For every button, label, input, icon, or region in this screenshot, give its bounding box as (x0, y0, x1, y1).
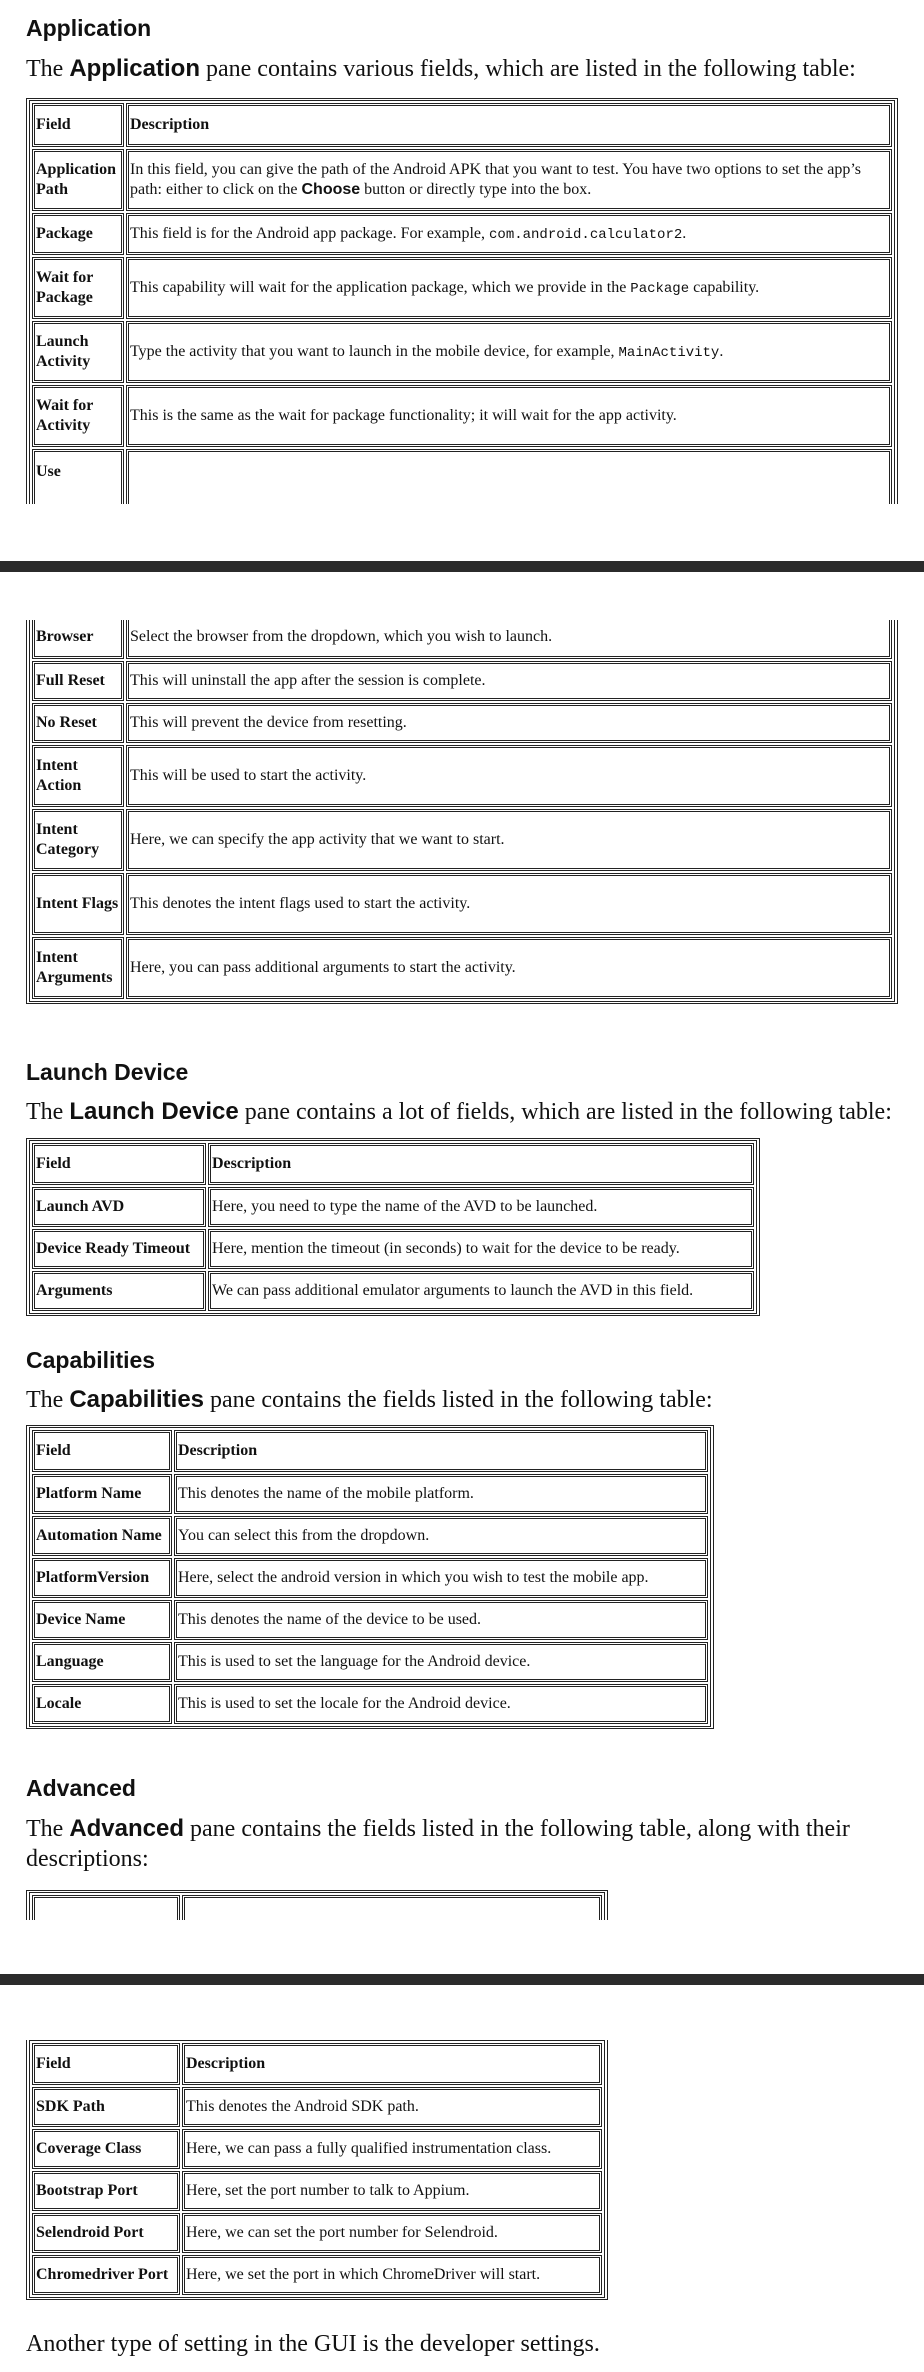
field-cell: Language (32, 1642, 172, 1682)
table-row (32, 385, 892, 447)
field-cell: Use (32, 449, 124, 504)
launch-device-table (26, 1138, 760, 1316)
table-row (32, 1600, 708, 1640)
description-cell: This will be used to start the activity. (126, 745, 892, 807)
application-intro: The Application pane contains various fields, which are listed in the following table: (26, 55, 856, 82)
application-heading: Application (26, 15, 152, 41)
table-row (32, 2213, 602, 2253)
field-cell: Full Reset (32, 661, 124, 701)
table-row (32, 745, 892, 807)
description-cell: Here, you need to type the name of the AVD to be launched. (208, 1187, 754, 1227)
capabilities-heading: Capabilities (26, 1347, 156, 1373)
table-header-field: Field (32, 103, 124, 147)
table-header-row (32, 2043, 602, 2085)
table-header-description: Description (174, 1430, 708, 1472)
description-cell: We can pass additional emulator arguments to launch the AVD in this field. (208, 1271, 754, 1311)
field-cell: Chromedriver Port (32, 2255, 180, 2295)
description-cell: This field is for the Android app package. For example, com.android.calculator2. (126, 213, 892, 255)
description-cell: Here, we can set the port number for Selendroid. (182, 2213, 602, 2253)
field-cell: Intent Action (32, 745, 124, 807)
description-cell: This will prevent the device from resetting. (126, 703, 892, 743)
application-table (26, 98, 898, 504)
table-header-field: Field (32, 1143, 206, 1185)
table-row (32, 2171, 602, 2211)
field-cell: No Reset (32, 703, 124, 743)
description-cell: Here, we can pass a fully qualified instrumentation class. (182, 2129, 602, 2169)
table-header-row (32, 103, 892, 147)
field-cell: Arguments (32, 1271, 206, 1311)
table-row (32, 937, 892, 999)
advanced-table-clip (0, 2040, 924, 2330)
field-cell: Browser (32, 620, 124, 659)
table-row (32, 149, 892, 211)
field-cell: Locale (32, 1684, 172, 1724)
field-cell: Wait for Activity (32, 385, 124, 447)
table-row (32, 809, 892, 871)
table-row (32, 1895, 602, 1920)
table-row (32, 1516, 708, 1556)
field-cell: Selendroid Port (32, 2213, 180, 2253)
application-table-clip (0, 94, 924, 504)
field-cell (32, 1895, 180, 1920)
description-cell: This denotes the Android SDK path. (182, 2087, 602, 2127)
field-cell: Bootstrap Port (32, 2171, 180, 2211)
description-cell (126, 449, 892, 504)
field-cell: Device Ready Timeout (32, 1229, 206, 1269)
table-row (32, 2129, 602, 2169)
table-header-description: Description (126, 103, 892, 147)
application-table-continued (26, 620, 898, 1004)
description-cell: This will uninstall the app after the session is complete. (126, 661, 892, 701)
field-cell: Launch Activity (32, 321, 124, 383)
developer-settings-note: Another type of setting in the GUI is the developer settings. (26, 2331, 600, 2357)
table-header-field: Field (32, 2043, 180, 2085)
field-cell: Intent Arguments (32, 937, 124, 999)
field-cell: Device Name (32, 1600, 172, 1640)
application-table-cont-clip (0, 620, 924, 1046)
page-break-bar (0, 1974, 924, 1985)
advanced-table-top-clip (0, 1884, 924, 1920)
field-cell: Intent Flags (32, 873, 124, 935)
table-row (32, 1474, 708, 1514)
table-row (32, 620, 892, 659)
advanced-table-top (26, 1890, 608, 1920)
advanced-heading: Advanced (26, 1775, 136, 1801)
advanced-intro: The Advanced pane contains the fields listed in the following table, along with their descriptions: (26, 1815, 850, 1872)
description-cell: Here, you can pass additional arguments to start the activity. (126, 937, 892, 999)
table-header-row (32, 1430, 708, 1472)
table-row (32, 1684, 708, 1724)
description-cell: This denotes the name of the device to be used. (174, 1600, 708, 1640)
field-cell: SDK Path (32, 2087, 180, 2127)
table-row (32, 873, 892, 935)
field-cell: Launch AVD (32, 1187, 206, 1227)
field-cell: PlatformVersion (32, 1558, 172, 1598)
page-break-bar (0, 561, 924, 572)
description-cell: This denotes the intent flags used to start the activity. (126, 873, 892, 935)
table-row (32, 1187, 754, 1227)
description-cell: Select the browser from the dropdown, which you wish to launch. (126, 620, 892, 659)
table-row (32, 1642, 708, 1682)
description-cell: You can select this from the dropdown. (174, 1516, 708, 1556)
description-cell: Here, we set the port in which ChromeDriver will start. (182, 2255, 602, 2295)
field-cell: Package (32, 213, 124, 255)
table-row (32, 703, 892, 743)
advanced-table (26, 2040, 608, 2300)
description-cell: Here, select the android version in which you wish to test the mobile app. (174, 1558, 708, 1598)
description-cell: Here, mention the timeout (in seconds) to wait for the device to be ready. (208, 1229, 754, 1269)
table-row (32, 2255, 602, 2295)
table-row (32, 213, 892, 255)
table-header-description: Description (208, 1143, 754, 1185)
table-row (32, 257, 892, 319)
field-cell: Automation Name (32, 1516, 172, 1556)
field-cell: Platform Name (32, 1474, 172, 1514)
description-cell: This capability will wait for the application package, which we provide in the Package capability. (126, 257, 892, 319)
description-cell: This is the same as the wait for package functionality; it will wait for the app activity. (126, 385, 892, 447)
description-cell: Here, we can specify the app activity that we want to start. (126, 809, 892, 871)
table-row (32, 321, 892, 383)
field-cell: Intent Category (32, 809, 124, 871)
description-cell (182, 1895, 602, 1920)
description-cell: Here, set the port number to talk to Appium. (182, 2171, 602, 2211)
launch-device-intro: The Launch Device pane contains a lot of fields, which are listed in the following table: (26, 1098, 892, 1125)
table-header-field: Field (32, 1430, 172, 1472)
table-header-description: Description (182, 2043, 602, 2085)
field-cell: Wait for Package (32, 257, 124, 319)
field-cell: Coverage Class (32, 2129, 180, 2169)
table-row (32, 1229, 754, 1269)
description-cell: In this field, you can give the path of the Android APK that you want to test. You have two options to set the app’s path: either to click on the Choose button or directly type into the box. (126, 149, 892, 211)
table-row (32, 1271, 754, 1311)
table-row (32, 449, 892, 504)
capabilities-table (26, 1425, 714, 1729)
description-cell: Type the activity that you want to launch in the mobile device, for example, MainActivity. (126, 321, 892, 383)
table-row (32, 2087, 602, 2127)
launch-device-heading: Launch Device (26, 1059, 189, 1085)
table-row (32, 661, 892, 701)
description-cell: This is used to set the locale for the Android device. (174, 1684, 708, 1724)
description-cell: This denotes the name of the mobile platform. (174, 1474, 708, 1514)
field-cell: Application Path (32, 149, 124, 211)
capabilities-intro: The Capabilities pane contains the fields listed in the following table: (26, 1386, 713, 1413)
description-cell: This is used to set the language for the Android device. (174, 1642, 708, 1682)
table-header-row (32, 1143, 754, 1185)
table-row (32, 1558, 708, 1598)
